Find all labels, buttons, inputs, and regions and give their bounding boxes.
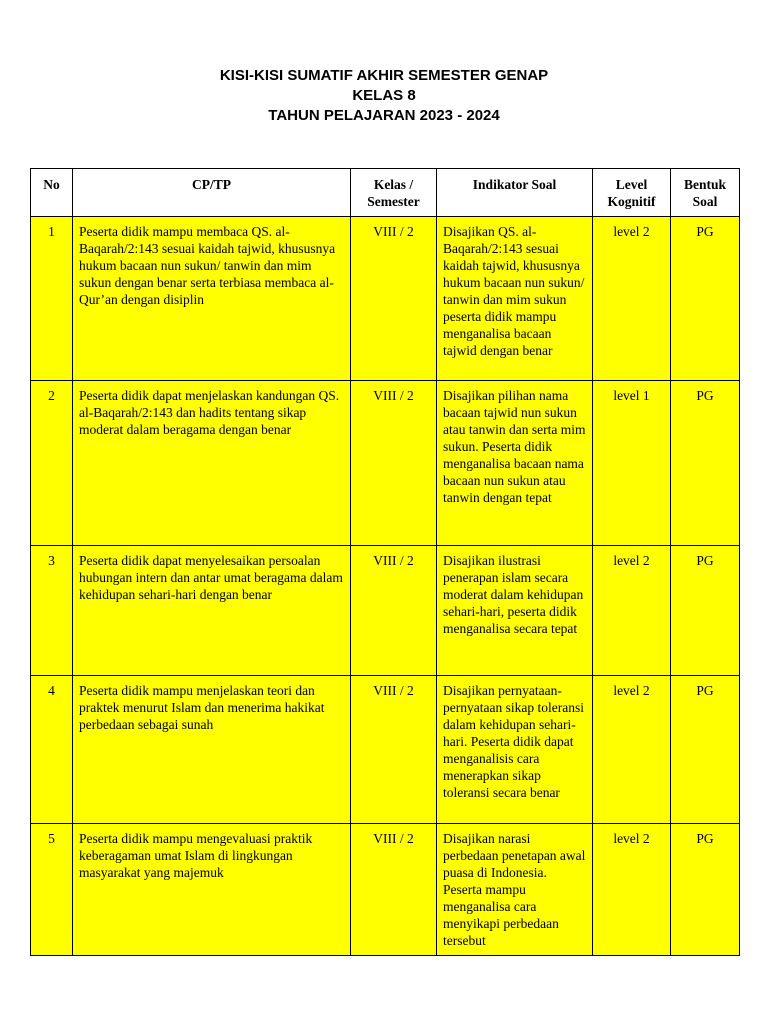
cell-bentuk: PG xyxy=(671,824,740,956)
cell-level: level 2 xyxy=(593,676,671,824)
table-row xyxy=(31,676,740,824)
table-row xyxy=(31,546,740,676)
cell-indikator: Disajikan ilustrasi penerapan islam secara moderat dalam kehidupan sehari-hari, peserta didik menganalisa secara tepat xyxy=(437,546,593,676)
cell-level: level 2 xyxy=(593,217,671,381)
header-level-kognitif: Level Kognitif xyxy=(593,169,671,217)
table-row xyxy=(31,217,740,381)
cell-indikator: Disajikan narasi perbedaan penetapan awal puasa di Indonesia. Peserta mampu menganalisa cara menyikapi perbedaan tersebut xyxy=(437,824,593,956)
title-line-2: KELAS 8 xyxy=(352,87,416,104)
kisi-kisi-table xyxy=(30,168,740,956)
header-bentuk-soal: Bentuk Soal xyxy=(671,169,740,217)
cell-indikator: Disajikan QS. al-Baqarah/2:143 sesuai kaidah tajwid, khususnya hukum bacaan nun sukun/ tanwin dan mim sukun peserta didik mampu menganalisa bacaan tajwid dengan benar xyxy=(437,217,593,381)
title-line-1: KISI-KISI SUMATIF AKHIR SEMESTER GENAP xyxy=(219,67,549,84)
table-header-row xyxy=(31,169,740,217)
cell-kelas: VIII / 2 xyxy=(351,824,437,956)
cell-cptp: Peserta didik dapat menyelesaikan persoalan hubungan intern dan antar umat beragama dalam kehidupan sehari-hari dengan benar xyxy=(73,546,351,676)
cell-no: 5 xyxy=(31,824,73,956)
cell-level: level 2 xyxy=(593,824,671,956)
header-indikator-soal: Indikator Soal xyxy=(437,169,593,217)
cell-cptp: Peserta didik mampu mengevaluasi praktik keberagaman umat Islam di lingkungan masyarakat yang majemuk xyxy=(73,824,351,956)
cell-no: 4 xyxy=(31,676,73,824)
cell-kelas: VIII / 2 xyxy=(351,381,437,546)
header-no: No xyxy=(31,169,73,217)
table-row xyxy=(31,381,740,546)
cell-kelas: VIII / 2 xyxy=(351,546,437,676)
cell-no: 2 xyxy=(31,381,73,546)
title-line-3: TAHUN PELAJARAN 2023 - 2024 xyxy=(268,107,500,124)
cell-indikator: Disajikan pernyataan-pernyataan sikap toleransi dalam kehidupan sehari-hari. Peserta didik dapat menganalisis cara menerapkan sikap toleransi secara benar xyxy=(437,676,593,824)
header-kelas-semester: Kelas / Semester xyxy=(351,169,437,217)
table-row xyxy=(31,824,740,956)
cell-cptp: Peserta didik mampu menjelaskan teori dan praktek menurut Islam dan menerima hakikat perbedaan sebagai sunah xyxy=(73,676,351,824)
cell-no: 3 xyxy=(31,546,73,676)
cell-bentuk: PG xyxy=(671,676,740,824)
cell-bentuk: PG xyxy=(671,381,740,546)
header-cptp: CP/TP xyxy=(73,169,351,217)
cell-kelas: VIII / 2 xyxy=(351,217,437,381)
cell-bentuk: PG xyxy=(671,546,740,676)
cell-bentuk: PG xyxy=(671,217,740,381)
document-title xyxy=(0,66,768,126)
cell-level: level 1 xyxy=(593,381,671,546)
cell-no: 1 xyxy=(31,217,73,381)
cell-cptp: Peserta didik mampu membaca QS. al-Baqarah/2:143 sesuai kaidah tajwid, khususnya hukum bacaan nun sukun/ tanwin dan mim sukun dengan benar serta terbiasa membaca al-Qur’an dengan disiplin xyxy=(73,217,351,381)
cell-level: level 2 xyxy=(593,546,671,676)
cell-kelas: VIII / 2 xyxy=(351,676,437,824)
cell-indikator: Disajikan pilihan nama bacaan tajwid nun sukun atau tanwin dan serta mim sukun. Peserta didik menganalisa bacaan nama bacaan nun sukun atau tanwin dengan tepat xyxy=(437,381,593,546)
cell-cptp: Peserta didik dapat menjelaskan kandungan QS. al-Baqarah/2:143 dan hadits tentang sikap moderat dalam beragama dengan benar xyxy=(73,381,351,546)
